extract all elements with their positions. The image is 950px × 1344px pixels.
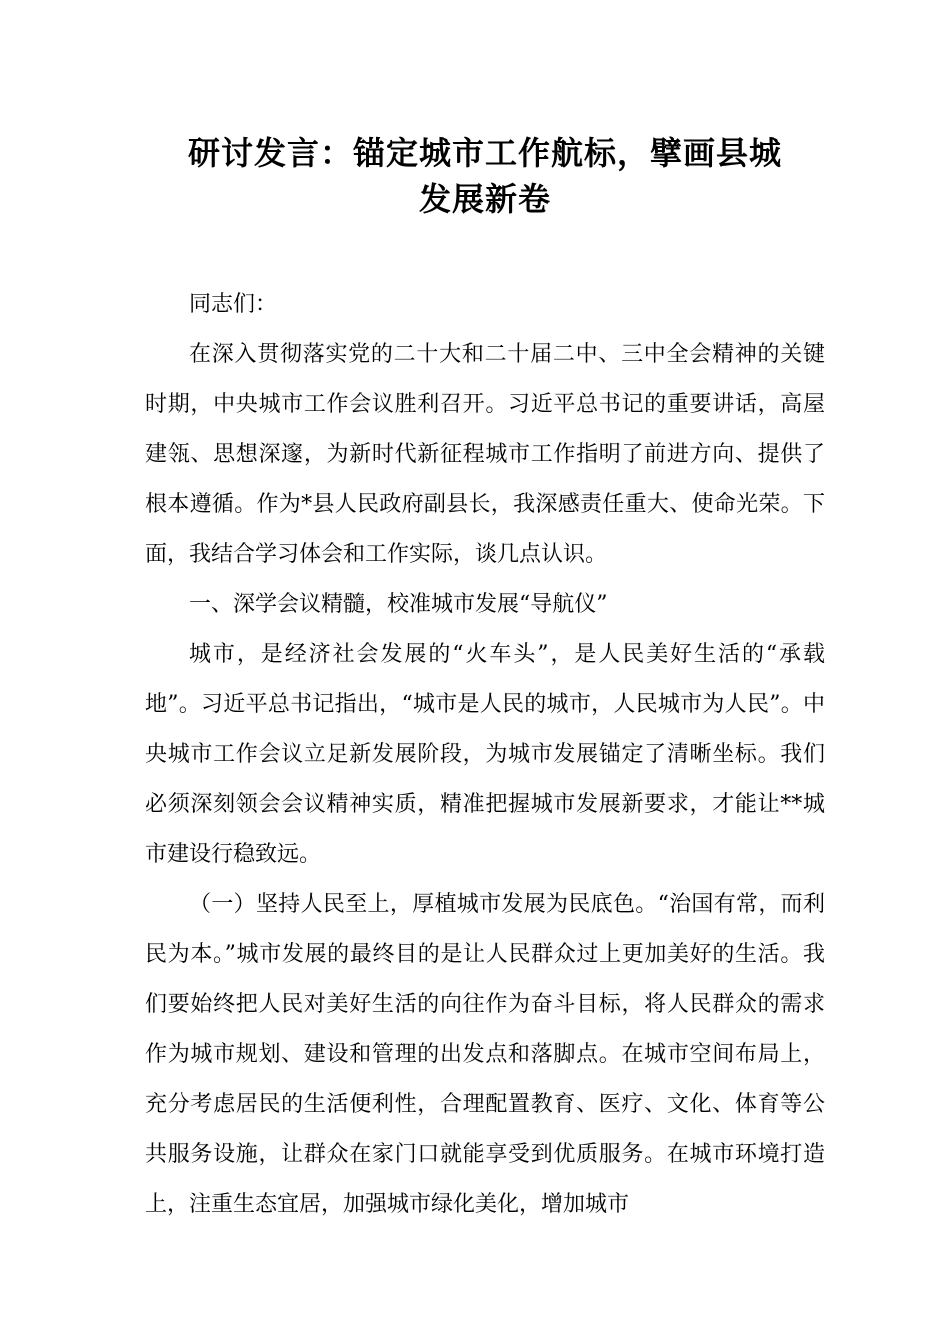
document-title [145, 130, 825, 222]
section-heading-1: 一、深学会议精髓，校准城市发展“导航仪” [189, 592, 608, 617]
paragraph-city-role: 城市，是经济社会发展的“火车头”，是人民美好生活的“承载地”。习近平总书记指出，“城市是人民的城市，人民城市为人民”。中央城市工作会议立足新发展阶段，为城市发展锚定了清晰坐标。我们必须深刻领会会议精神实质，精准把握城市发展新要求，才能让**城市建设行稳致远。 [145, 642, 825, 867]
document-body [145, 280, 825, 1230]
title-line-1: 研讨发言：锚定城市工作航标，擘画县城 [187, 134, 782, 172]
salutation: 同志们： [189, 292, 278, 317]
title-line-2: 发展新卷 [418, 180, 551, 218]
paragraph-intro: 在深入贯彻落实党的二十大和二十届二中、三中全会精神的关键时期，中央城市工作会议胜利召开。习近平总书记的重要讲话，高屋建瓴、思想深邃，为新时代新征程城市工作指明了前进方向、提供了根本遵循。作为*县人民政府副县长，我深感责任重大、使命光荣。下面，我结合学习体会和工作实际，谈几点认识。 [145, 342, 825, 567]
paragraph-people-first: （一）坚持人民至上，厚植城市发展为民底色。“治国有常，而利民为本。”城市发展的最终目的是让人民群众过上更加美好的生活。我们要始终把人民对美好生活的向往作为奋斗目标，将人民群众的需求作为城市规划、建设和管理的出发点和落脚点。在城市空间布局上，充分考虑居民的生活便利性，合理配置教育、医疗、文化、体育等公共服务设施，让群众在家门口就能享受到优质服务。在城市环境打造上，注重生态宜居，加强城市绿化美化，增加城市 [145, 892, 825, 1217]
